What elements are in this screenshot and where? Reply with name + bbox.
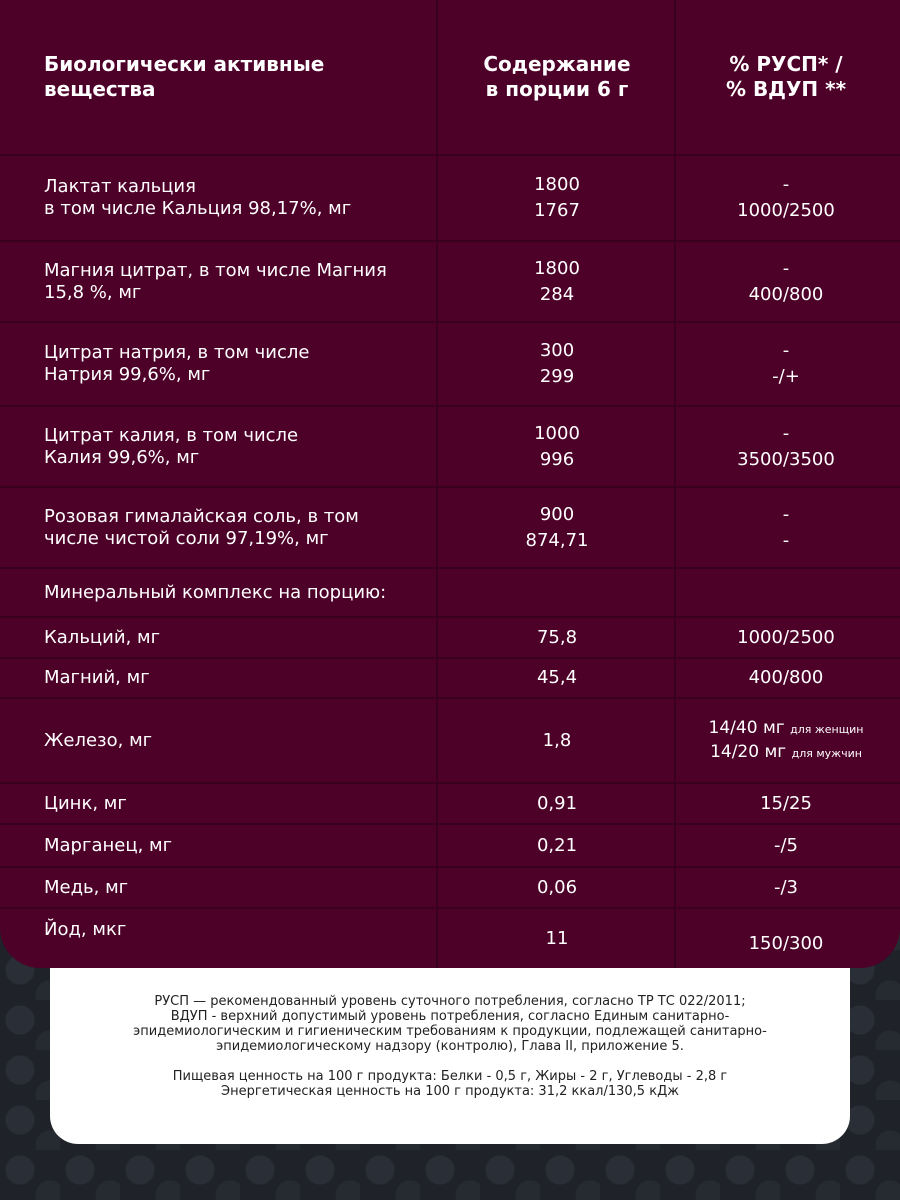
mineral-amount: 75,8 [536, 626, 578, 648]
row-name-line: Магния цитрат, в том числе Магния [44, 259, 387, 281]
mineral-name: Йод, мкг [44, 919, 127, 940]
row-name-line: 15,8 %, мг [44, 281, 142, 303]
footnote-line: РУСП — рекомендованный уровень суточного потребления, согласно ТР ТС 022/2011; [154, 994, 746, 1009]
row-norm-line: - [782, 503, 790, 525]
row-norm-line: -/+ [772, 366, 800, 387]
row-name-line: числе чистой соли 97,19%, мг [44, 527, 329, 549]
nutrition-value: Пищевая ценность на 100 г продукта: Белки - 0,5 г, Жиры - 2 г, Углеводы - 2,8 г [172, 1069, 728, 1084]
mineral-amount: 1,8 [542, 729, 572, 751]
footnotes-panel [50, 968, 850, 1144]
energy-value: Энергетическая ценность на 100 г продукта: 31,2 ккал/130,5 кДж [221, 1084, 679, 1099]
iron-norm-women [709, 717, 864, 741]
table-row-norm [676, 242, 896, 321]
table-row-name [44, 407, 432, 486]
mineral-complex-header: Минеральный комплекс на порцию: [44, 581, 387, 603]
row-norm-line: 3500/3500 [737, 448, 835, 470]
header-substances [44, 0, 432, 154]
footnote-line: эпидемиологическому надзору (контролю), Глава II, приложение 5. [216, 1039, 684, 1054]
table-row-name [44, 488, 432, 567]
row-name-line: в том числе Кальция 98,17%, мг [44, 198, 352, 219]
row-amount-line: 874,71 [525, 529, 589, 551]
footnote-spacer [50, 1054, 850, 1069]
row-name-line: Цитрат натрия, в том числе [44, 342, 310, 363]
row-amount-line: 1800 [534, 257, 580, 279]
header-substances-line: Биологически активные [44, 52, 325, 76]
mineral-name: Марганец, мг [44, 834, 173, 856]
mineral-amount: 45,4 [536, 667, 578, 688]
header-content [438, 0, 676, 154]
mineral-norm: 15/25 [760, 792, 812, 814]
row-name-line: Натрия 99,6%, мг [44, 364, 211, 385]
table-row-amount [438, 323, 676, 405]
row-name-line: Розовая гималайская соль, в том [44, 505, 359, 527]
row-amount-line: 996 [539, 448, 575, 470]
header-norm-line: % РУСП* / [729, 52, 843, 76]
row-amount-line: 284 [539, 283, 575, 305]
table-row-amount [438, 156, 676, 240]
row-amount-line: 1000 [534, 422, 580, 444]
iron-norm-men-value: 14/20 мг [710, 741, 787, 762]
header-content-line: в порции 6 г [485, 77, 629, 101]
row-norm-line: - [782, 257, 790, 279]
mineral-norm: -/3 [773, 876, 798, 898]
row-name-line: Цитрат калия, в том числе [44, 424, 299, 446]
table-row-name [44, 323, 432, 405]
iron-norm-women-value: 14/40 мг [708, 717, 785, 738]
header-content-line: Содержание [483, 52, 631, 76]
table-row-amount [438, 407, 676, 486]
iron-norm-men [710, 741, 862, 765]
row-norm-line: - [782, 340, 790, 361]
row-norm-line: - [782, 529, 790, 551]
row-amount-line: 300 [539, 340, 575, 361]
table-row-norm [676, 488, 896, 567]
table-row-norm [676, 156, 896, 240]
row-norm-line: 1000/2500 [737, 200, 835, 221]
table-row-norm [676, 323, 896, 405]
table-row-amount [438, 242, 676, 321]
mineral-amount: 0,91 [536, 792, 578, 814]
iron-norm-men-note: для мужчин [791, 746, 862, 760]
row-amount-line: 299 [539, 366, 575, 387]
table-row-name [44, 156, 432, 240]
header-norm [676, 0, 896, 154]
row-amount-line: 1800 [534, 174, 580, 195]
mineral-name: Магний, мг [44, 667, 150, 688]
mineral-amount: 11 [545, 927, 569, 949]
row-norm-line: - [782, 174, 790, 195]
mineral-name: Железо, мг [44, 729, 153, 751]
mineral-norm: -/5 [773, 834, 798, 856]
mineral-norm: 400/800 [748, 667, 824, 688]
row-name-line: Калия 99,6%, мг [44, 446, 200, 468]
mineral-amount: 0,06 [536, 876, 578, 898]
mineral-norm-iron [676, 699, 896, 782]
table-row-amount [438, 488, 676, 567]
footnote-line: эпидемиологическим и гигиеническим требованиям к продукции, подлежащей санитарно- [133, 1024, 767, 1039]
header-norm-line: % ВДУП ** [725, 77, 847, 101]
row-name-line: Лактат кальция [44, 176, 196, 197]
row-norm-line: - [782, 422, 790, 444]
mineral-name: Цинк, мг [44, 792, 127, 814]
mineral-name: Медь, мг [44, 876, 129, 898]
row-amount-line: 900 [539, 503, 575, 525]
table-row-name [44, 242, 432, 321]
row-amount-line: 1767 [534, 200, 580, 221]
iron-norm-women-note: для женщин [790, 722, 864, 736]
mineral-norm: 1000/2500 [737, 626, 835, 648]
footnote-line: ВДУП - верхний допустимый уровень потребления, согласно Единым санитарно- [170, 1009, 730, 1024]
mineral-name: Кальций, мг [44, 626, 161, 648]
mineral-norm: 150/300 [748, 932, 824, 954]
row-norm-line: 400/800 [748, 283, 824, 305]
mineral-amount: 0,21 [536, 834, 578, 856]
table-row-norm [676, 407, 896, 486]
header-substances-line: вещества [44, 77, 156, 101]
